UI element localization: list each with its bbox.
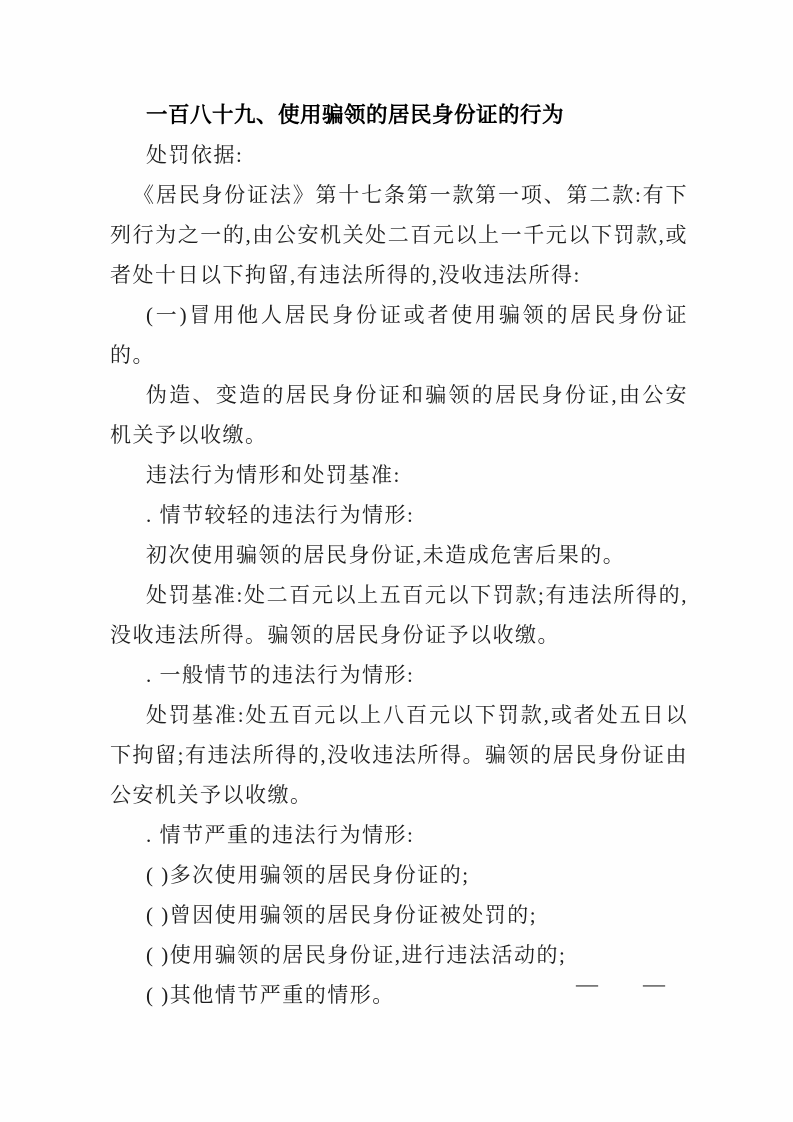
list-item-serious-1: ( )多次使用骗领的居民身份证的; [146, 863, 470, 887]
label-serious-circumstances: . 情节严重的违法行为情形: [146, 823, 415, 847]
doc-heading: 一百八十九、使用骗领的居民身份证的行为 [146, 103, 565, 127]
paragraph-item-one: (一)冒用他人居民身份证或者使用骗领的居民身份证的。 [110, 303, 688, 367]
label-minor-circumstances: . 情节较轻的违法行为情形: [146, 503, 415, 527]
paragraph-confiscation: 伪造、变造的居民身份证和骗领的居民身份证,由公安机关予以收缴。 [110, 383, 688, 447]
text-column [110, 95, 688, 1015]
paragraph-legal-citation: 《居民身份证法》第十七条第一款第一项、第二款:有下列行为之一的,由公安机关处二百元以上一千元以下罚款,或者处十日以下拘留,有违法所得的,没收违法所得: [110, 183, 688, 287]
label-punishment-basis: 处罚依据: [146, 143, 244, 167]
page-number-dash-left: — [576, 971, 598, 996]
list-item-serious-4: ( )其他情节严重的情形。 [146, 983, 395, 1007]
paragraph-general-standard: 处罚基准:处五百元以上八百元以下罚款,或者处五日以下拘留;有违法所得的,没收违法所得。骗领的居民身份证由公安机关予以收缴。 [110, 703, 688, 807]
label-general-circumstances: . 一般情节的违法行为情形: [146, 663, 415, 687]
list-item-serious-3: ( )使用骗领的居民身份证,进行违法活动的; [146, 943, 567, 967]
list-item-serious-2: ( )曾因使用骗领的居民身份证被处罚的; [146, 903, 538, 927]
paragraph-minor-situation: 初次使用骗领的居民身份证,未造成危害后果的。 [146, 543, 626, 567]
page-number-dash-right: — [643, 971, 665, 996]
label-violation-and-standards: 违法行为情形和处罚基准: [146, 463, 401, 487]
paragraph-minor-standard: 处罚基准:处二百元以上五百元以下罚款;有违法所得的,没收违法所得。骗领的居民身份证予以收缴。 [110, 583, 688, 647]
